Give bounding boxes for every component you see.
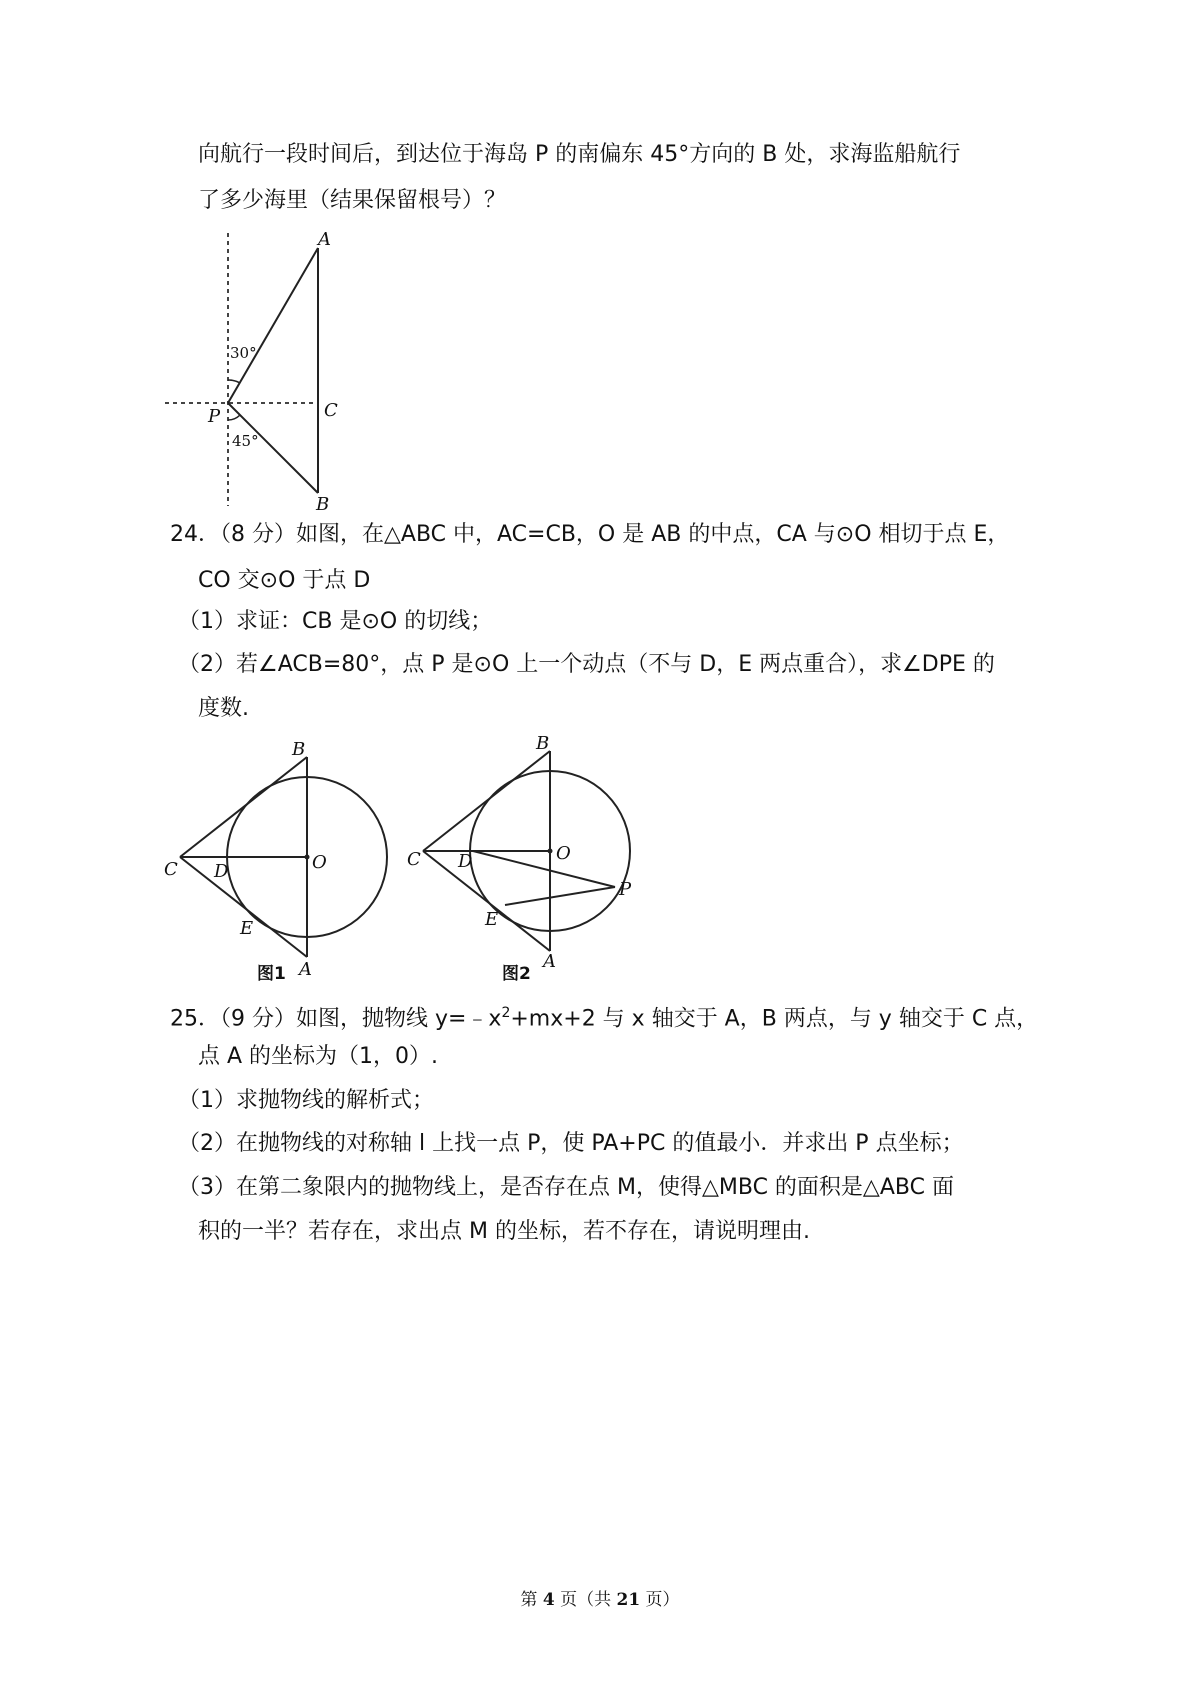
footer-suffix: 页） bbox=[640, 1590, 680, 1610]
q23-angle-label-45: 45° bbox=[232, 432, 259, 450]
q25-text-line-1 bbox=[170, 998, 1038, 1034]
footer-middle: 页（共 bbox=[554, 1590, 617, 1610]
footer-total-pages: 21 bbox=[616, 1590, 641, 1610]
q24-figure-1 bbox=[160, 735, 410, 985]
q24-fig2-label-B: B bbox=[536, 735, 550, 754]
q24-text-line-2: CO 交⊙O 于点 D bbox=[198, 568, 371, 593]
q24-fig2-label-C: C bbox=[407, 849, 421, 870]
q23-label-P: P bbox=[208, 406, 221, 427]
q24-fig1-segment-CA bbox=[180, 857, 307, 957]
q23-label-B: B bbox=[316, 494, 330, 515]
q24-fig2-segment-DP bbox=[473, 851, 615, 887]
q24-text-line-1: 24．（8 分）如图，在△ABC 中，AC=CB，O 是 AB 的中点，CA 与⊙O 相切于点 E， bbox=[170, 522, 1010, 547]
q24-fig1-label-A: A bbox=[299, 959, 312, 980]
q24-fig2-center-point bbox=[548, 849, 553, 854]
q23-label-A: A bbox=[318, 229, 331, 250]
q24-fig2-segment-EP bbox=[505, 887, 615, 905]
q23-figure bbox=[160, 228, 400, 518]
q25-text-line-2: 点 A 的坐标为（1，0）. bbox=[198, 1044, 439, 1069]
q25-subquestion-3-line-1: （3）在第二象限内的抛物线上，是否存在点 M，使得△MBC 的面积是△ABC 面 bbox=[178, 1175, 954, 1200]
q24-fig2-label-A: A bbox=[543, 951, 556, 972]
q23-text-line-2: 了多少海里（结果保留根号）？ bbox=[198, 188, 507, 213]
q23-angle-label-30: 30° bbox=[230, 344, 257, 362]
q24-subquestion-2-line-2: 度数. bbox=[198, 696, 249, 721]
q24-fig1-label-O: O bbox=[312, 852, 327, 873]
q24-figure-2 bbox=[405, 735, 665, 985]
q24-fig2-label-D: D bbox=[458, 851, 473, 872]
q24-fig1-caption: 图1 bbox=[257, 964, 286, 984]
q25-subquestion-2: （2）在抛物线的对称轴 l 上找一点 P，使 PA+PC 的值最小．并求出 P 点坐标； bbox=[178, 1131, 964, 1156]
q25-exponent: 2 bbox=[501, 1005, 511, 1021]
q24-subquestion-2-line-1: （2）若∠ACB=80°，点 P 是⊙O 上一个动点（不与 D，E 两点重合），求∠DPE 的 bbox=[178, 652, 995, 677]
q24-fig2-label-O: O bbox=[556, 843, 571, 864]
q23-angle-arc-45 bbox=[228, 415, 240, 420]
q24-fig2-caption: 图2 bbox=[502, 964, 531, 984]
q23-angle-arc-30 bbox=[228, 380, 240, 383]
q23-segment-PA bbox=[228, 248, 318, 403]
q25-text-line-1-part-b: +mx+2 与 x 轴交于 A，B 两点，与 y 轴交于 C 点， bbox=[510, 1006, 1039, 1032]
q24-fig1-label-C: C bbox=[164, 859, 178, 880]
q24-fig1-label-B: B bbox=[292, 739, 306, 760]
q23-label-C: C bbox=[324, 400, 338, 421]
q24-fig2-segment-CB bbox=[423, 751, 550, 851]
page-footer bbox=[0, 1585, 1200, 1610]
q24-fig1-segment-CB bbox=[180, 757, 307, 857]
q24-fig1-label-E: E bbox=[240, 918, 254, 939]
q25-subquestion-3-line-2: 积的一半？若存在，求出点 M 的坐标，若不存在，请说明理由. bbox=[198, 1219, 810, 1244]
q24-fig1-center-point bbox=[305, 855, 310, 860]
q24-fig2-label-P: P bbox=[619, 879, 632, 900]
q24-fig1-label-D: D bbox=[214, 861, 229, 882]
q25-text-line-1-part-a: 25．（9 分）如图，抛物线 y=﹣x bbox=[170, 1006, 502, 1032]
q24-subquestion-1: （1）求证：CB 是⊙O 的切线； bbox=[178, 609, 493, 634]
q24-fig2-label-E: E bbox=[485, 909, 499, 930]
footer-page-number: 4 bbox=[542, 1590, 555, 1610]
q23-text-line-1: 向航行一段时间后，到达位于海岛 P 的南偏东 45°方向的 B 处，求海监船航行 bbox=[198, 142, 961, 167]
q25-subquestion-1: （1）求抛物线的解析式； bbox=[178, 1088, 434, 1113]
footer-prefix: 第 bbox=[520, 1590, 543, 1610]
